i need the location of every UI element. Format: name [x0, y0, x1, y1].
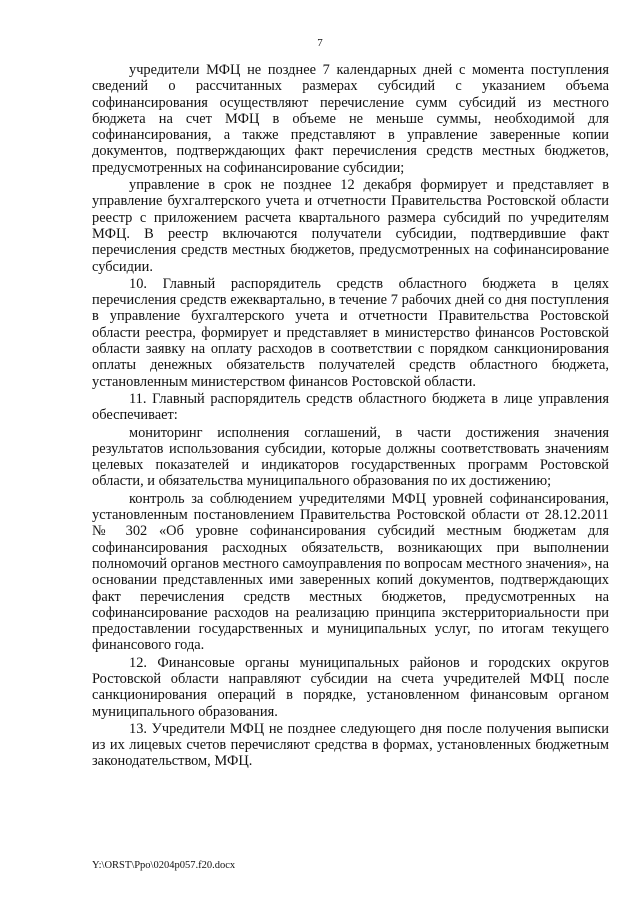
paragraph-item-11: 11. Главный распорядитель средств областного бюджета в лице управления обеспечивает: [92, 390, 609, 424]
page-number: 7 [317, 37, 323, 49]
paragraph-control: контроль за соблюдением учредителями МФЦ уровней софинансирования, установленным постановлением Правительства Ростовской области от 28.12.2011 № 302 «Об уровне софинансирования субсидий местным бюджетам для софинансирования расходных обязательств, возникающих при выполнении полномочий органов местного самоуправления по вопросам местного значения», на основании представленных ими заверенных копий документов, подтверждающих факт перечисления средств местных бюджетов, предусмотренных на софинансирование расходов на реализацию принципа экстерриториальности при предоставлении государственных и муниципальных услуг, по итогам текущего финансового года. [92, 490, 609, 654]
paragraph-item-10: 10. Главный распорядитель средств областного бюджета в целях перечисления средств ежеквартально, в течение 7 рабочих дней со дня поступления в управление бухгалтерского учета и отчетности Правительства Ростовской области реестра, формирует и представляет в министерство финансов Ростовской области заявку на оплату расходов в соответствии с порядком санкционирования оплаты денежных обязательств получателей средств областного бюджета, установленным министерством финансов Ростовской области. [92, 275, 609, 390]
paragraph-registry-december: управление в срок не позднее 12 декабря формирует и представляет в управление бухгалтерского учета и отчетности Правительства Ростовской области реестр с приложением расчета квартального размера субсидий по учредителям МФЦ. В реестр включаются получатели субсидии, подтвердившие факт перечисления средств местных бюджетов, предусмотренных на софинансирование субсидии. [92, 177, 609, 275]
paragraph-founders-transfer: учредители МФЦ не позднее 7 календарных дней с момента поступления сведений о рассчитанных размерах субсидий с указанием объема софинансирования осуществляют перечисление сумм субсидий из местного бюджета на счет МФЦ в объеме не меньше суммы, необходимой для софинансирования, а также представляют в управление заверенные копии документов, подтверждающих факт перечисления средств местных бюджетов, предусмотренных на софинансирование субсидии; [92, 62, 609, 176]
paragraph-item-13: 13. Учредители МФЦ не позднее следующего дня после получения выписки из их лицевых счетов перечисляют средства в формах, установленных бюджетным законодательством, МФЦ. [92, 720, 609, 770]
footer-file-path: Y:\ORST\Ppo\0204p057.f20.docx [92, 860, 236, 871]
document-body [92, 62, 609, 771]
paragraph-monitoring: мониторинг исполнения соглашений, в части достижения значения результатов использования субсидии, которые должны соответствовать значениям целевых показателей и индикаторов государственных программ Ростовской области, и обязательства муниципального образования по их достижению; [92, 424, 609, 490]
paragraph-item-12: 12. Финансовые органы муниципальных районов и городских округов Ростовской области направляют субсидии на счета учредителей МФЦ после санкционирования операций в порядке, установленном финансовым органом муниципального образования. [92, 654, 609, 720]
